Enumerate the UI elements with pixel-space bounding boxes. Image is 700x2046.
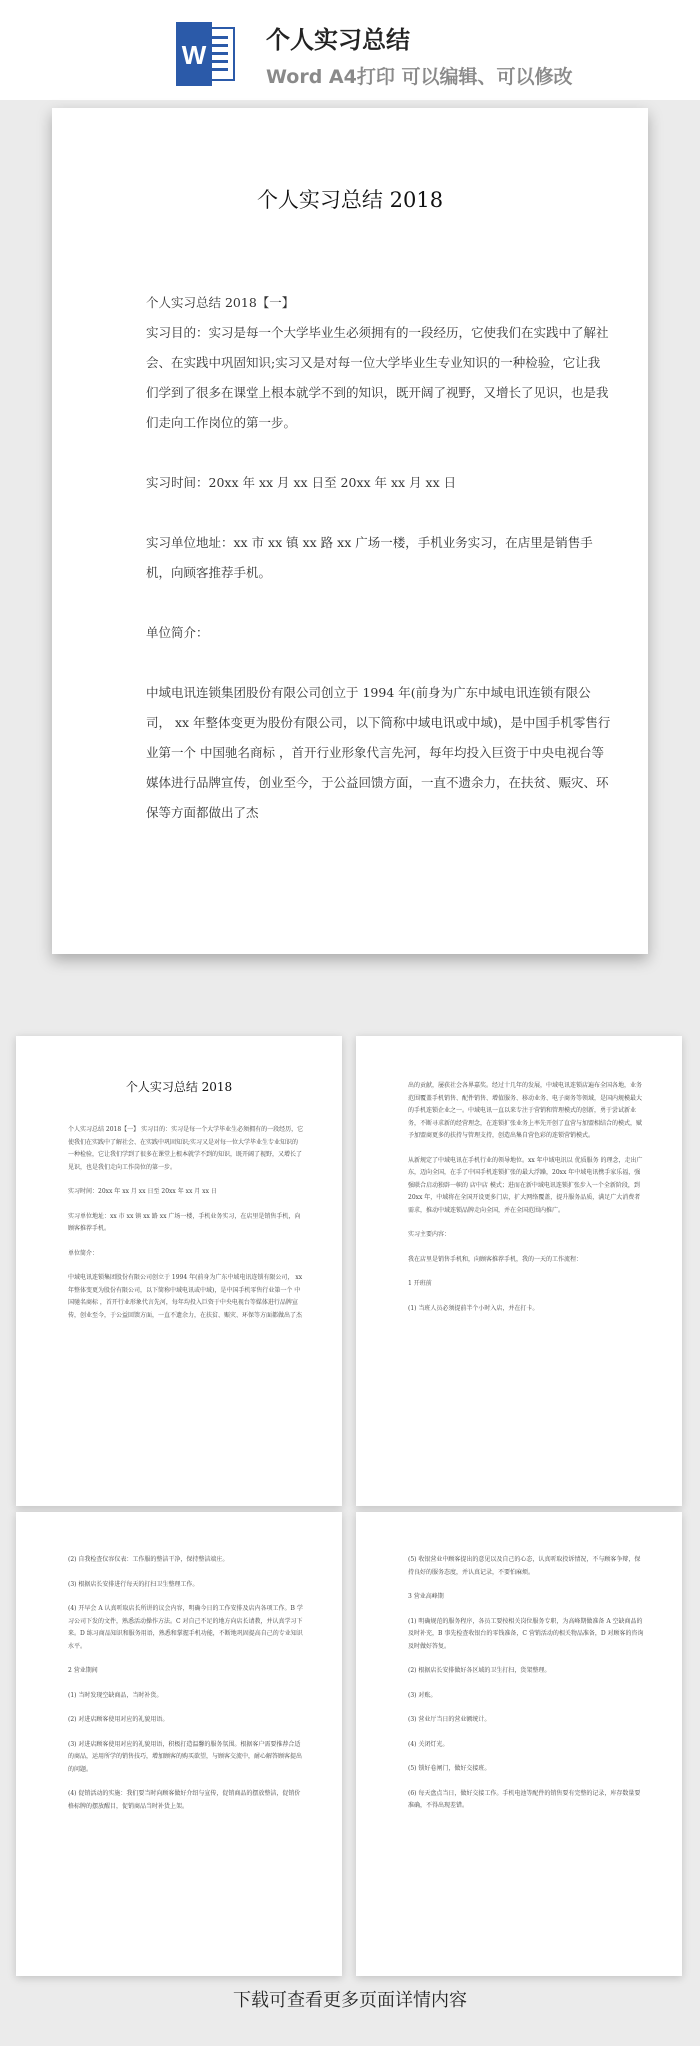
header-subtitle: Word A4打印 可以编辑、可以修改 <box>266 66 573 88</box>
paragraph: (3) 营业厅当日的营业额统计。 <box>408 1716 491 1723</box>
paragraph: 实习单位地址：xx 市 xx 镇 xx 路 xx 广场一楼，手机业务实习，在店里是销售手机，向顾客推荐手机。 <box>146 535 593 580</box>
paragraph: (5) 锁好卷闸门，做好交接班。 <box>408 1765 491 1772</box>
paragraph: (4) 关闭灯光。 <box>408 1740 449 1748</box>
paragraph: (3) 对账。 <box>408 1691 437 1699</box>
paragraph: 实习主要内容： <box>408 1231 451 1238</box>
thumbnail-body <box>68 1554 304 1825</box>
word-document-icon <box>174 22 240 86</box>
paragraph: (5) 收银营业中顾客提出的意见以及自己的心态，认真听取投诉情况，不与顾客争辩，保持良好的服务态度，并认真记录，不要怕麻烦。 <box>408 1556 641 1576</box>
thumbnail-title: 个人实习总结 2018 <box>125 1080 233 1094</box>
thumbnail-page-4[interactable] <box>356 1512 682 1976</box>
thumbnail-page-3[interactable] <box>16 1512 342 1976</box>
paragraph: 从新规定了中域电讯在手机行业的领导地位。xx 年中域电讯以 优质服务 的理念，走出广东，迈向全国，在手了中国手机连锁扩张的最大浮躁，20xx 年中域电讯携手家乐福，强强联合启动独辟一帜的 店中店 模式；进而在新中域电讯连锁扩张步入一个全新阶段，到 20xx 年，中域将在全国开设更多门店，扩大网络覆盖，提升服务品质，满足广大消费者需求，推动中域连锁品牌走向全国，并在全国范围内推广。 <box>408 1156 643 1214</box>
paragraph: 出的贡献，屡获社会各界嘉奖。经过十几年的发展，中域电讯连锁店遍布全国各地，业务范围覆盖手机销售、配件销售、增值服务、移动业务、电子商务等领域，是国内规模最大的手机连锁企业之一。中域电讯一直以来专注于营销和管理模式的创新，勇于尝试新业务，不断寻求新的经营理念，在连锁扩张业务上率先开创了直营与加盟相结合的模式，赋予加盟商更多的扶持与管理支持，创造出集自营色彩的连锁营销模式。 <box>408 1082 643 1139</box>
paragraph: 2 营业期间 <box>68 1667 98 1674</box>
document-body <box>146 288 612 828</box>
paragraph: 3 营业高峰期 <box>408 1593 444 1600</box>
thumbnail-body <box>408 1554 644 1825</box>
paragraph: 我在店里是销售手机和，向顾客推荐手机，我的一天的工作流程： <box>408 1255 583 1263</box>
paragraph: 实习时间：20xx 年 xx 月 xx 日至 20xx 年 xx 月 xx 日 <box>68 1188 217 1195</box>
paragraph: 实习目的：实习是每一个大学毕业生必须拥有的一段经历，它使我们在实践中了解社会、在实践中巩固知识;实习又是对每一位大学毕业生专业知识的一种检验，它让我们学到了很多在课堂上根本就学不到的知识，既开阔了视野，又增长了见识，也是我们走向工作岗位的第一步。 <box>146 325 609 430</box>
paragraph: (4) 促销活动的实施：我们要当时向顾客做好介绍与宣传，促销商品的摆放整洁，促销价格标牌的摆放醒目，促销商品当时补货上架。 <box>68 1790 301 1810</box>
thumbnail-body <box>408 1080 644 1327</box>
thumbnail-page-1[interactable] <box>16 1036 342 1506</box>
paragraph: (2) 自我检查仪容仪表：工作服的整洁干净，保持整洁端庄。 <box>68 1556 229 1563</box>
paragraph: 中域电讯连锁集团股份有限公司创立于 1994 年(前身为广东中域电讯连锁有限公司， xx 年整体变更为股份有限公司，以下简称中域电讯或中域)，是中国手机零售行业第一个 中国驰名商标 ，首开行业形象代言先河，每年均投入巨资于中央电视台等媒体进行品牌宣传，创业至今，于公益回馈方面，一直不遗余力，在扶贫、赈灾、环保等方面都做出了杰 <box>68 1274 303 1319</box>
paragraph: (1) 当班人员必须提前半个小时入店，并在打卡。 <box>408 1304 539 1312</box>
header-banner <box>0 0 700 100</box>
paragraph: (1) 当时发现空缺商品，当时补货。 <box>68 1691 163 1699</box>
paragraph: (3) 对进店顾客使用对应的礼貌用语，积极打造温馨的服务氛围。根据客户需要推荐合适的商品，运用所学的销售技巧，增加顾客的购买欲望，与顾客交流中，耐心解答顾客提出的问题。 <box>68 1740 303 1773</box>
paragraph: 个人实习总结 2018【一】 <box>146 295 295 310</box>
thumbnail-page-2[interactable] <box>356 1036 682 1506</box>
main-page-preview <box>52 108 648 954</box>
paragraph: (2) 根据店长安排做好各区域的卫生打扫，货架整理。 <box>408 1667 551 1674</box>
paragraph: 实习时间：20xx 年 xx 月 xx 日至 20xx 年 xx 月 xx 日 <box>146 475 457 490</box>
header-title: 个人实习总结 <box>266 26 410 54</box>
paragraph: 单位简介： <box>68 1249 99 1257</box>
paragraph: 1 开班前 <box>408 1280 432 1287</box>
download-more-link[interactable]: 下载可查看更多页面详情内容 <box>233 1990 467 2011</box>
paragraph: (2) 对进店顾客使用对应的礼貌用语。 <box>68 1716 169 1723</box>
paragraph: 单位简介： <box>146 625 209 640</box>
logo-letter: W <box>181 40 207 70</box>
paragraph: 中域电讯连锁集团股份有限公司创立于 1994 年(前身为广东中域电讯连锁有限公司， xx 年整体变更为股份有限公司，以下简称中域电讯或中域)，是中国手机零售行业第一个 中国驰名商标 ，首开行业形象代言先河，每年均投入巨资于中央电视台等媒体进行品牌宣传，创业至今，于公益回馈方面，一直不遗余力，在扶贫、赈灾、环保等方面都做出了杰 <box>146 685 611 820</box>
paragraph: 个人实习总结 2018【一】 实习目的：实习是每一个大学毕业生必须拥有的一段经历，它使我们在实践中了解社会、在实践中巩固知识;实习又是对每一位大学毕业生专业知识的一种检验，它让我们学到了很多在课堂上根本就学不到的知识，既开阔了视野，又增长了见识，也是我们走向工作岗位的第一步。 <box>68 1126 304 1171</box>
paragraph: (6) 每天盘点当日，做好交接工作。手机电池等配件的销售要有完整的记录，库存数量要准确，不得出现差错。 <box>408 1789 641 1809</box>
document-title: 个人实习总结 2018 <box>256 188 444 212</box>
paragraph: (3) 根据店长安排进行每天的打扫卫生整理工作。 <box>68 1580 199 1588</box>
paragraph: (4) 开早会 A 认真听取店长所讲的议会内容，明确今日的工作安排及店内各项工作。B 学习公司下发的文件，熟悉活动操作方法。C 对自己不足的地方向店长请教，并认真学习下来。D 练习商品知识和服务用语，熟悉和掌握手机功能，不断地巩固提高自己的专业知识水平。 <box>68 1605 303 1650</box>
paragraph: 实习单位地址：xx 市 xx 镇 xx 路 xx 广场一楼，手机业务实习，在店里是销售手机，向顾客推荐手机。 <box>68 1212 301 1232</box>
thumbnail-body <box>68 1124 304 1334</box>
paragraph: (1) 明确规范的服务程序，各员工要按相关岗位服务专职，为高峰期做准备 A 空缺商品的及时补充，B 事先检查收银台的零钱准备，C 营销活动的相关物品准备，D 对顾客的咨询及时做好答复。 <box>408 1617 644 1650</box>
